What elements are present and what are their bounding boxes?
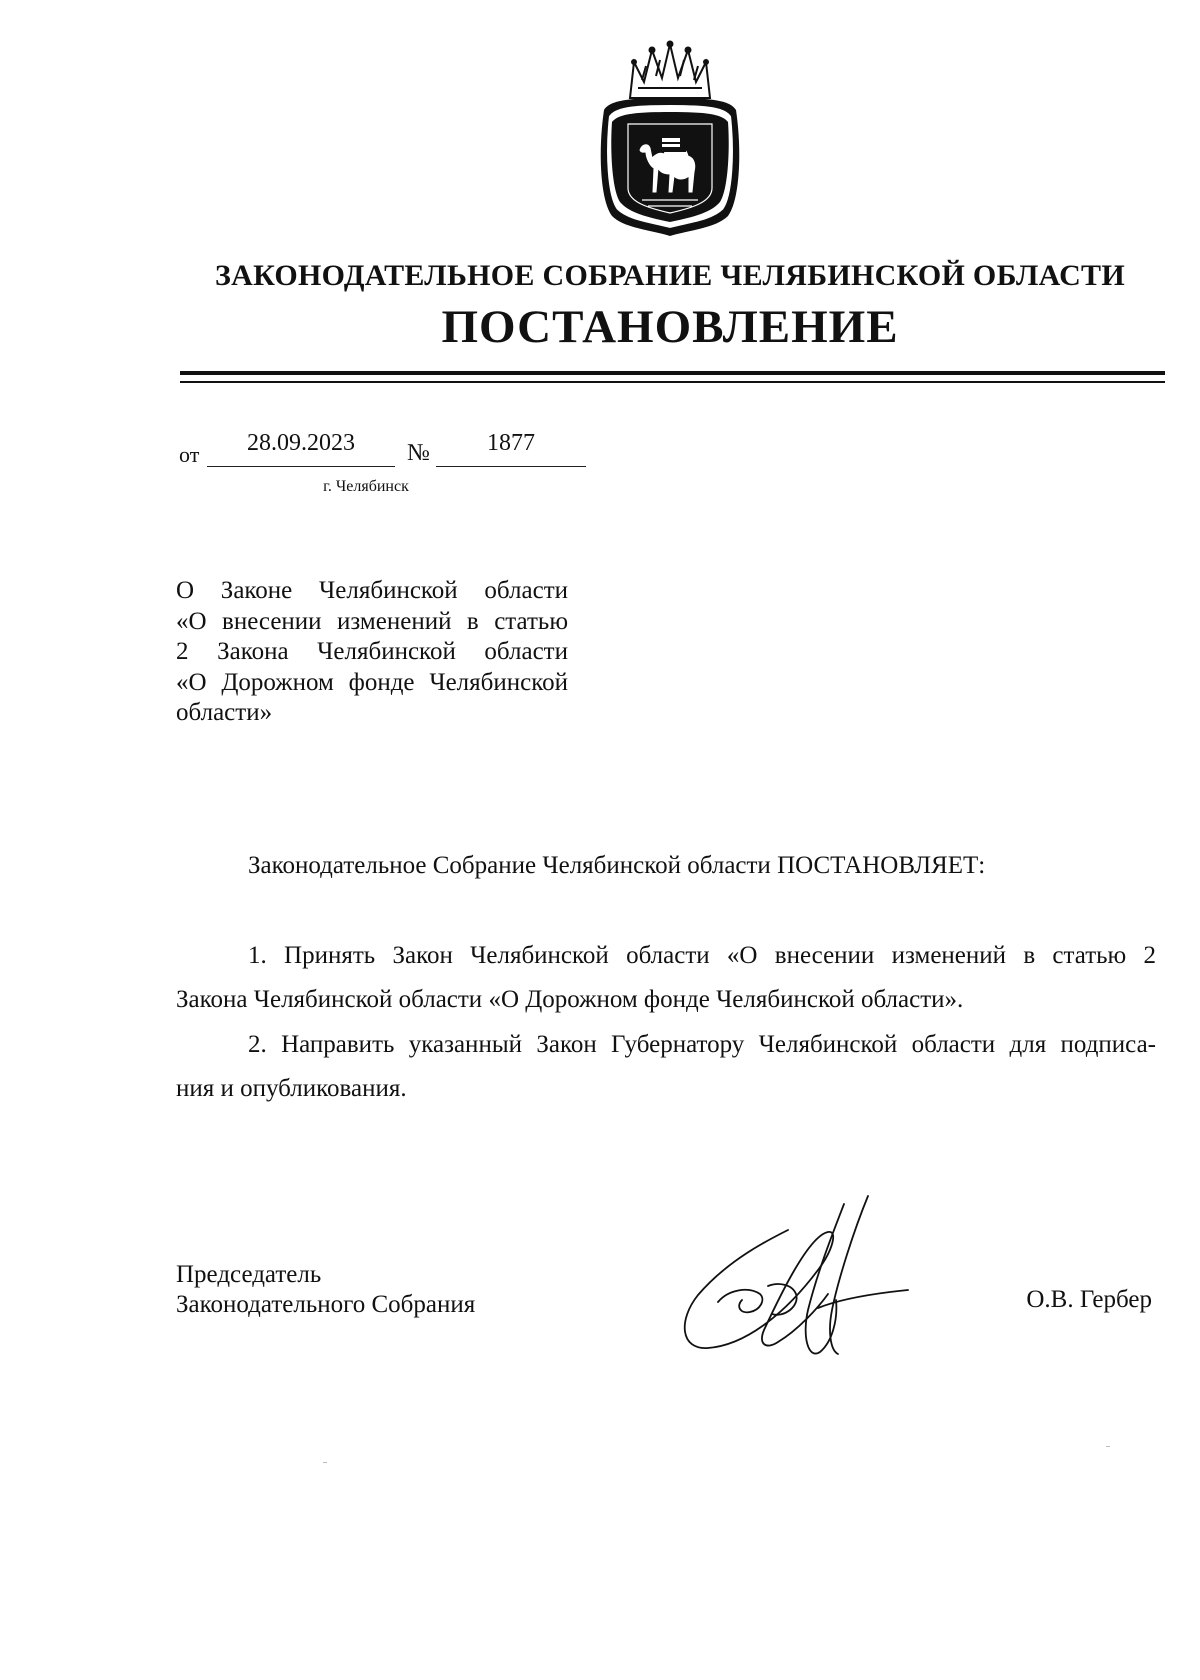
date-prefix: от	[179, 442, 200, 467]
signatory-title-line: Председатель	[176, 1261, 322, 1288]
paragraph-line: ния и опубликования.	[176, 1075, 407, 1102]
scan-speck	[1106, 1446, 1110, 1447]
resolve-statement: Законодательное Собрание Челябинской области ПОСТАНОВЛЯЕТ:	[248, 852, 986, 879]
subject-line: «О Дорожном фонде Челябинской	[176, 668, 568, 696]
scan-speck	[323, 1462, 327, 1463]
document-date: 28.09.2023	[247, 430, 355, 456]
coat-of-arms-icon	[590, 40, 750, 245]
signatory-title	[176, 1260, 475, 1320]
paragraph-line: 1. Принять Закон Челябинской области «О внесении изменений в статью 2	[248, 942, 1156, 969]
signer-name: О.В. Гербер	[1026, 1286, 1152, 1313]
document-subject	[176, 576, 568, 729]
paragraph-line: 2. Направить указанный Закон Губернатору Челябинской области для подписа-	[248, 1031, 1156, 1058]
resolution-item-1	[176, 934, 1156, 1022]
subject-line: «О внесении изменений в статью	[176, 607, 568, 635]
subject-line: области»	[176, 699, 273, 726]
subject-line: О Законе Челябинской области	[176, 577, 568, 604]
paragraph-line: Закона Челябинской области «О Дорожном фонде Челябинской области».	[176, 986, 964, 1013]
signatory-title-line: Законодательного Собрания	[176, 1291, 476, 1318]
subject-line: 2 Закона Челябинской области	[176, 638, 568, 665]
header-rule-thin	[180, 381, 1165, 383]
header-rule-thick	[180, 371, 1165, 375]
handwritten-signature-icon	[668, 1190, 928, 1365]
number-underline	[436, 466, 586, 467]
document-number: 1877	[487, 430, 535, 456]
document-type-title: ПОСТАНОВЛЕНИЕ	[441, 301, 899, 353]
organization-name: ЗАКОНОДАТЕЛЬНОЕ СОБРАНИЕ ЧЕЛЯБИНСКОЙ ОБЛАСТИ	[215, 259, 1125, 292]
number-sign: №	[407, 440, 430, 466]
city-label: г. Челябинск	[323, 478, 409, 495]
resolution-item-2	[176, 1023, 1156, 1111]
date-underline	[207, 466, 395, 467]
